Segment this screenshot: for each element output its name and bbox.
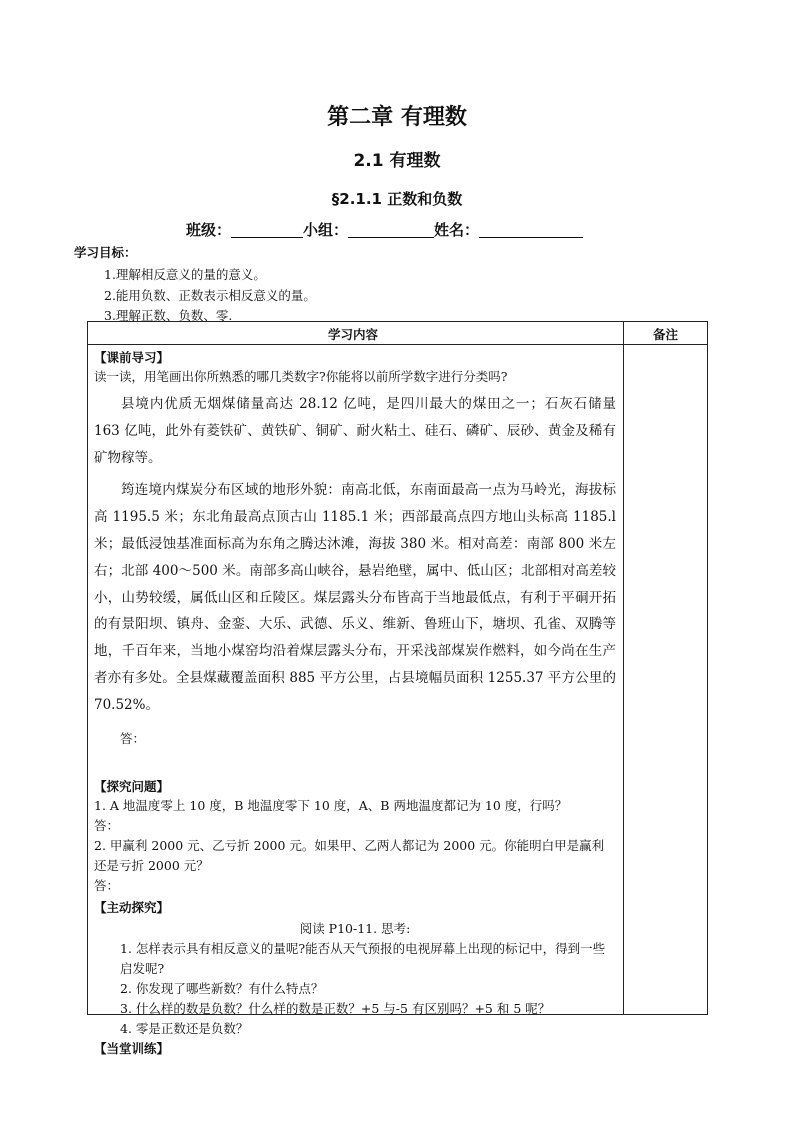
active-heading: 【主动探究】 [94,899,170,915]
active-reading: 阅读 P10-11. 思考: [299,920,411,936]
goal-item: 3.理解正数、负数、零. [104,308,233,323]
name-label: 姓名： [434,221,480,239]
student-info-line [186,219,583,240]
section-title: 2.1 有理数 [353,151,441,171]
class-label: 班级： [186,221,232,239]
active-item: 4. 零是正数还是负数？ [120,1020,249,1036]
group-label: 小组： [303,221,349,239]
pre-study-para1: 县境内优质无烟煤储量高达 28.12 亿吨，是四川最大的煤田之一；石灰石储量 163 亿吨，此外有菱铁矿、黄铁矿、铜矿、耐火粘土、硅石、磷矿、辰砂、黄金及稀有矿物稼等。 [94,396,616,466]
explore-answer-1: 答： [94,817,120,833]
active-item: 3. 什么样的数是负数？什么样的数是正数？+5 与-5 有区别吗？+5 和 5 呢？ [120,1000,551,1016]
class-blank[interactable] [231,221,303,238]
pre-study-para2: 筠连境内煤炭分布区域的地形外貌：南高北低，东南面最高一点为马岭光，海拔标高 1195.5 米；东北角最高点顶古山 1185.1 米；西部最高点四方地山头标高 1185.l 米；最低浸蚀基准面标高为东角之腾达沐滩，海拔 380 米。相对高差：南部 800 米左右；北部 400～500 米。南部多高山峡谷，悬岩绝壁，属中、低山区；北部相对高差较小，山势较缓，属低山区和丘陵区。煤层露头分布皆高于当地最低点，有利于平硐开拓的有景阳坝、镇舟、金銮、大乐、武德、乐义、维新、鲁班山下，塘坝、孔雀、双腾等地，千百年来，当地小煤窑均沿着煤层露头分布，开采浅部煤炭作燃料，如今尚在生产者亦有多处。全县煤藏覆盖面积 885 平方公里，占县境幅员面积 1255.37 平方公里的 70.52%。 [94,482,616,713]
name-blank[interactable] [479,221,583,238]
explore-question-1: 1. A 地温度零上 10 度，B 地温度零下 10 度，A、B 两地温度都记为 10 度，行吗？ [94,797,568,813]
pre-study-heading: 【课前导习】 [94,350,170,365]
goals-heading: 学习目标： [74,245,137,260]
group-blank[interactable] [348,221,434,238]
column-divider [623,322,624,1014]
goal-item: 2.能用负数、正数表示相反意义的量。 [104,288,316,303]
active-item: 2. 你发现了哪些新数？有什么特点？ [120,980,324,996]
header-divider [88,344,707,345]
chapter-title: 第二章 有理数 [327,105,467,130]
pre-study-intro: 读一读，用笔画出你所熟悉的哪几类数字?你能将以前所学数字进行分类吗? [94,369,508,384]
header-notes: 备注 [653,327,679,342]
goal-item: 1.理解相反意义的量的意义。 [104,267,266,282]
explore-question-2: 2. 甲赢利 2000 元、乙亏折 2000 元。如果甲、乙两人都记为 2000 元。你能明白甲是赢利还是亏折 2000 元？ [94,837,605,873]
study-table [87,321,708,1056]
study-content [94,348,616,1058]
explore-heading: 【探究问题】 [94,778,170,794]
active-item: 1. 怎样表示具有相反意义的量呢?能否从天气预报的电视屏幕上出现的标记中，得到一些启发呢? [120,940,606,976]
explore-answer-2: 答： [94,877,120,893]
header-content: 学习内容 [328,327,379,342]
subsection-title: §2.1.1 正数和负数 [331,190,463,208]
pre-study-answer: 答： [120,730,146,746]
practice-heading: 【当堂训练】 [94,1040,170,1056]
